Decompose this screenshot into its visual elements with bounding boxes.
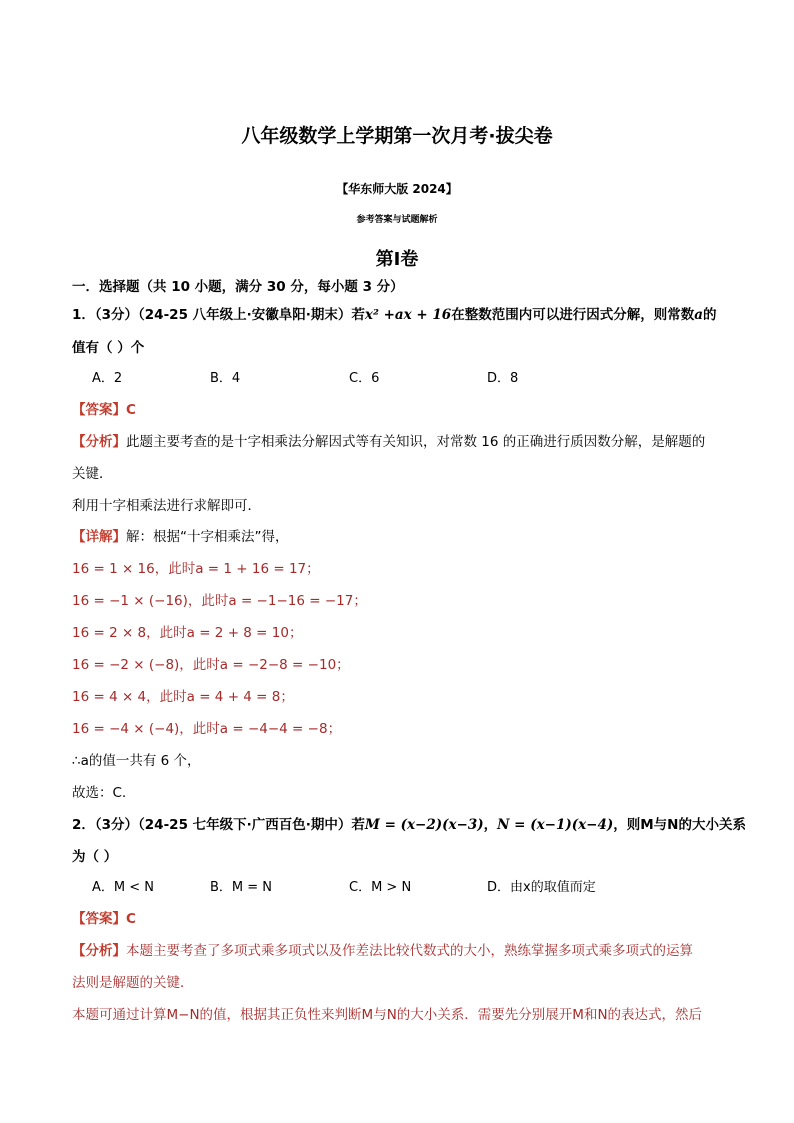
q2-analysis-tag: 【分析】 — [72, 943, 126, 959]
q1-analysis-line2: 关键． — [72, 466, 113, 482]
q2-option-b: B．M = N — [210, 880, 273, 895]
q2-option-d: D．由x的取值而定 — [487, 880, 596, 895]
q1-answer — [72, 401, 136, 419]
q1-detail-tag: 【详解】 — [72, 529, 126, 545]
q1-option-b: B．4 — [210, 371, 241, 386]
q2-stem-line2: 为（ ） — [72, 849, 118, 865]
q1-stem-suffix: 在整数范围内可以进行因式分解，则常数 — [451, 307, 695, 323]
q2-stem — [72, 816, 746, 834]
q2-answer-tag: 【答案】 — [72, 911, 126, 927]
q2-analysis-line3: 本题可通过计算M−N的值，根据其正负性来判断M与N的大小关系．需要先分别展开M和N的表达式，然后 — [72, 1007, 703, 1023]
q1-stem-line2: 值有（ ）个 — [72, 340, 145, 356]
edition-label: 【华东师大版 2024】 — [336, 182, 458, 196]
q1-detail — [72, 528, 289, 546]
q2-stem-sep: ， — [483, 817, 498, 833]
q1-step-6: 16 = −4 × (−4)，此时a = −4−4 = −8； — [72, 721, 342, 737]
q2-answer-value: C — [126, 911, 136, 927]
q1-stem — [72, 306, 716, 324]
q1-answer-tag: 【答案】 — [72, 402, 126, 418]
volume-heading: 第Ⅰ卷 — [375, 249, 419, 270]
page-title: 八年级数学上学期第一次月考·拔尖卷 — [241, 125, 553, 147]
q2-answer — [72, 910, 136, 928]
q2-stem-prefix: 2．（3分）（24-25 七年级下·广西百色·期中）若 — [72, 817, 365, 833]
q2-option-c: C．M > N — [349, 880, 412, 895]
q1-stem-math: x² +ax + 16 — [364, 307, 452, 323]
q1-step-4: 16 = −2 × (−8)，此时a = −2−8 = −10； — [72, 657, 350, 673]
q1-stem-prefix: 1．（3分）（24-25 八年级上·安徽阜阳·期末）若 — [72, 307, 365, 323]
q1-option-a: A．2 — [92, 371, 123, 386]
q1-analysis-line3: 利用十字相乘法进行求解即可． — [72, 498, 261, 514]
q1-stem-var: a — [694, 307, 703, 323]
q1-step-2: 16 = −1 × (−16)，此时a = −1−16 = −17； — [72, 593, 367, 609]
q1-analysis-line1: 此题主要考查的是十字相乘法分解因式等有关知识，对常数 16 的正确进行质因数分解，是解题的 — [126, 434, 706, 450]
q1-step-1: 16 = 1 × 16，此时a = 1 + 16 = 17； — [72, 561, 320, 577]
subtitle: 参考答案与试题解析 — [356, 215, 438, 225]
q1-analysis-tag: 【分析】 — [72, 434, 126, 450]
q2-stem-suffix: ，则M与N的大小关系 — [613, 817, 746, 833]
q1-detail-intro: 解：根据“十字相乘法”得， — [126, 529, 289, 545]
q1-analysis — [72, 433, 705, 451]
q1-step-3: 16 = 2 × 8，此时a = 2 + 8 = 10； — [72, 625, 303, 641]
q1-conclusion: ∴a的值一共有 6 个， — [72, 753, 201, 769]
q1-option-d: D．8 — [487, 371, 519, 386]
q2-analysis-line2: 法则是解题的关键． — [72, 975, 194, 991]
q1-stem-end: 的 — [702, 307, 717, 323]
q2-option-a: A．M < N — [92, 880, 154, 895]
q1-answer-value: C — [126, 402, 136, 418]
q2-stem-n: N = (x−1)(x−4) — [497, 817, 614, 833]
q1-option-c: C．6 — [349, 371, 380, 386]
section-heading: 一．选择题（共 10 小题，满分 30 分，每小题 3 分） — [72, 279, 404, 295]
q1-step-5: 16 = 4 × 4，此时a = 4 + 4 = 8； — [72, 689, 294, 705]
q1-choice: 故选：C. — [72, 785, 127, 801]
q2-analysis — [72, 942, 693, 960]
q2-stem-m: M = (x−2)(x−3) — [364, 817, 484, 833]
q2-analysis-line1: 本题主要考查了多项式乘多项式以及作差法比较代数式的大小，熟练掌握多项式乘多项式的运算 — [126, 943, 693, 959]
